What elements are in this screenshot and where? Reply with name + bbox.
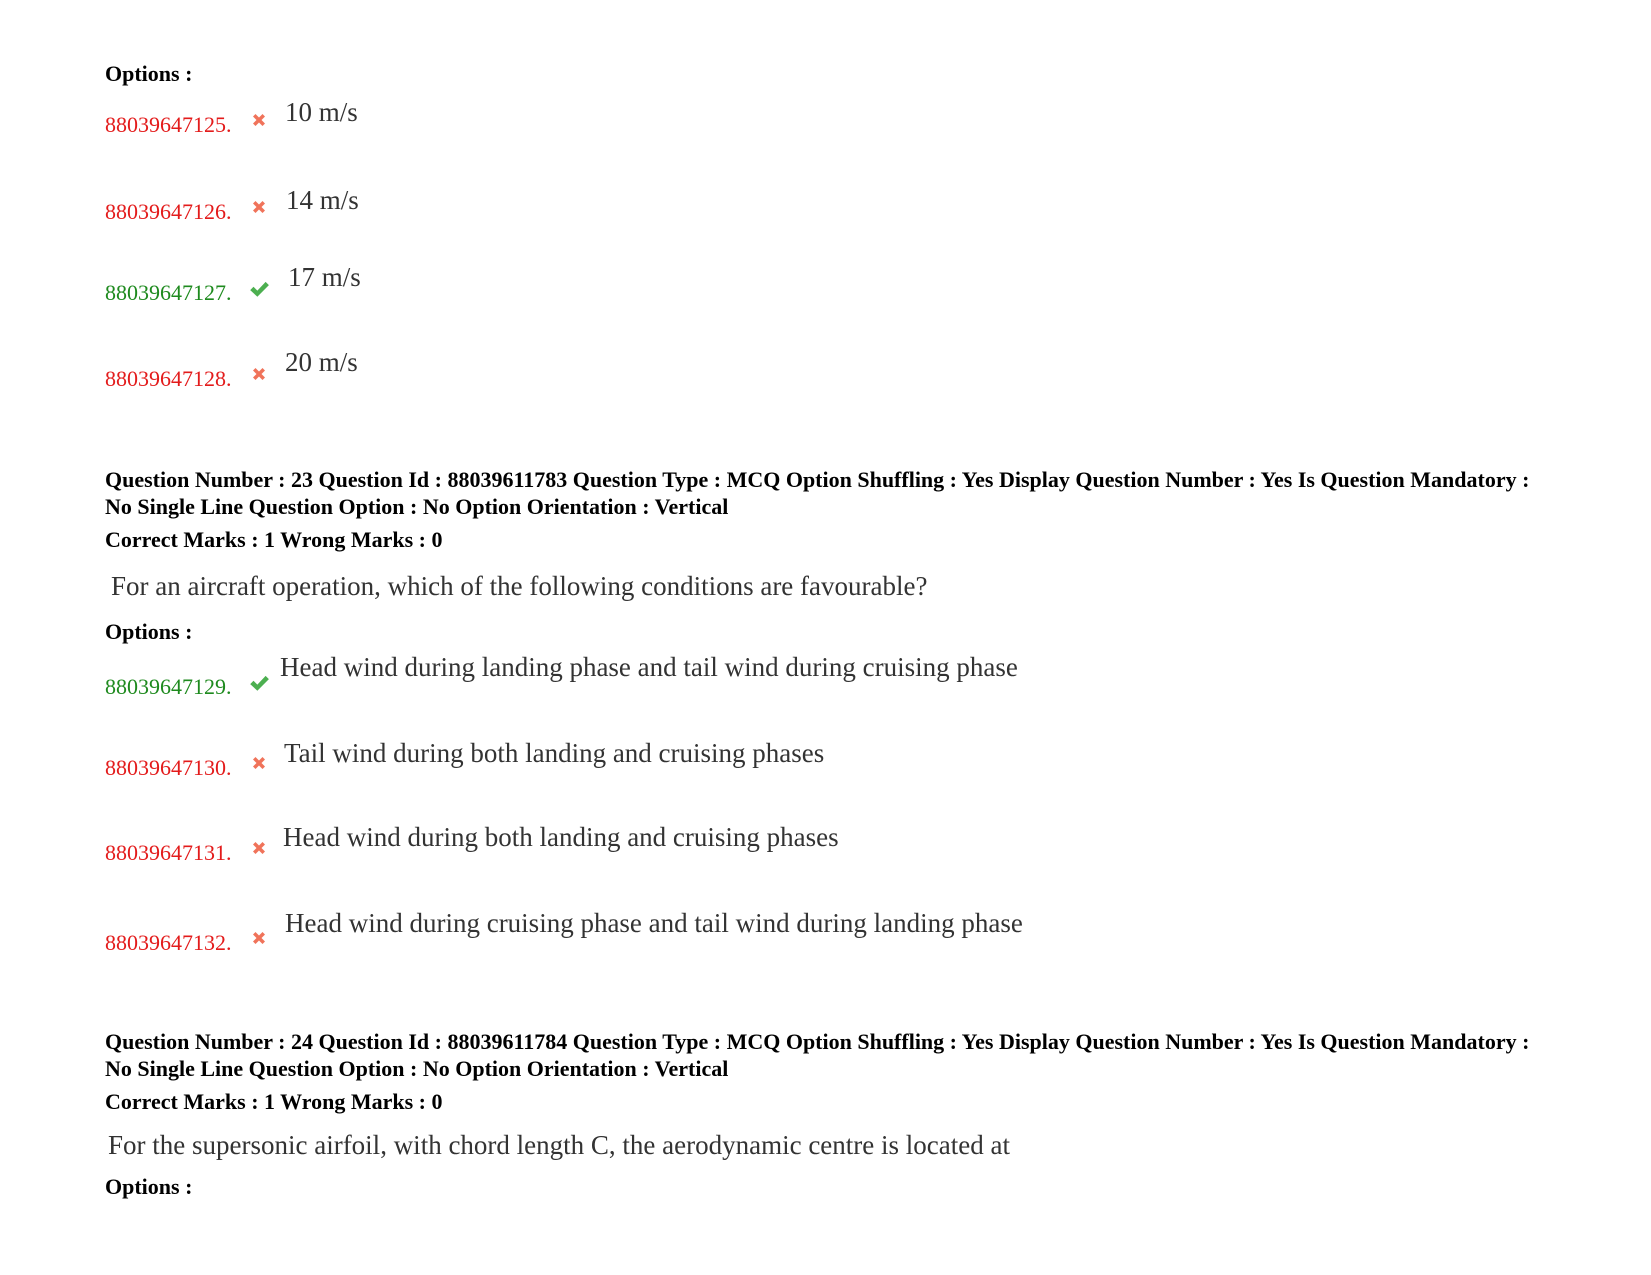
option-text: 10 m/s [285, 97, 358, 127]
option-id: 88039647132. [105, 930, 232, 955]
option-id: 88039647126. [105, 199, 232, 224]
check-icon [248, 278, 270, 300]
question-marks: Correct Marks : 1 Wrong Marks : 0 [105, 1089, 443, 1114]
cross-icon [249, 197, 269, 217]
question-meta: Question Number : 24 Question Id : 88039611784 Question Type : MCQ Option Shuffling : Yes Display Question Number : Yes Is Question Mandatory : No Single Line Question Option : No Option Orientation : Vertical [105, 1029, 1530, 1081]
question-text: For the supersonic airfoil, with chord length C, the aerodynamic centre is located at [108, 1130, 1010, 1160]
cross-icon [249, 928, 269, 948]
cross-icon [249, 110, 269, 130]
option-text: 17 m/s [288, 262, 361, 292]
option-text: Head wind during landing phase and tail wind during cruising phase [280, 652, 1018, 682]
question-marks: Correct Marks : 1 Wrong Marks : 0 [105, 527, 443, 552]
option-text: Head wind during both landing and cruising phases [283, 822, 839, 852]
option-id: 88039647125. [105, 112, 232, 137]
cross-icon [249, 838, 269, 858]
cross-icon [249, 753, 269, 773]
options-label: Options : [105, 1174, 193, 1199]
options-label: Options : [105, 61, 193, 86]
cross-icon [249, 364, 269, 384]
options-label: Options : [105, 619, 193, 644]
option-id: 88039647128. [105, 366, 232, 391]
option-text: Tail wind during both landing and cruising phases [284, 738, 825, 768]
check-icon [248, 672, 270, 694]
option-text: 14 m/s [286, 185, 359, 215]
option-id: 88039647131. [105, 840, 232, 865]
question-meta: Question Number : 23 Question Id : 88039611783 Question Type : MCQ Option Shuffling : Yes Display Question Number : Yes Is Question Mandatory : No Single Line Question Option : No Option Orientation : Vertical [105, 467, 1530, 519]
option-id: 88039647127. [105, 280, 232, 305]
option-text: 20 m/s [285, 347, 358, 377]
question-text: For an aircraft operation, which of the following conditions are favourable? [111, 571, 928, 601]
option-id: 88039647130. [105, 755, 232, 780]
option-id: 88039647129. [105, 674, 232, 699]
option-text: Head wind during cruising phase and tail wind during landing phase [285, 908, 1023, 938]
